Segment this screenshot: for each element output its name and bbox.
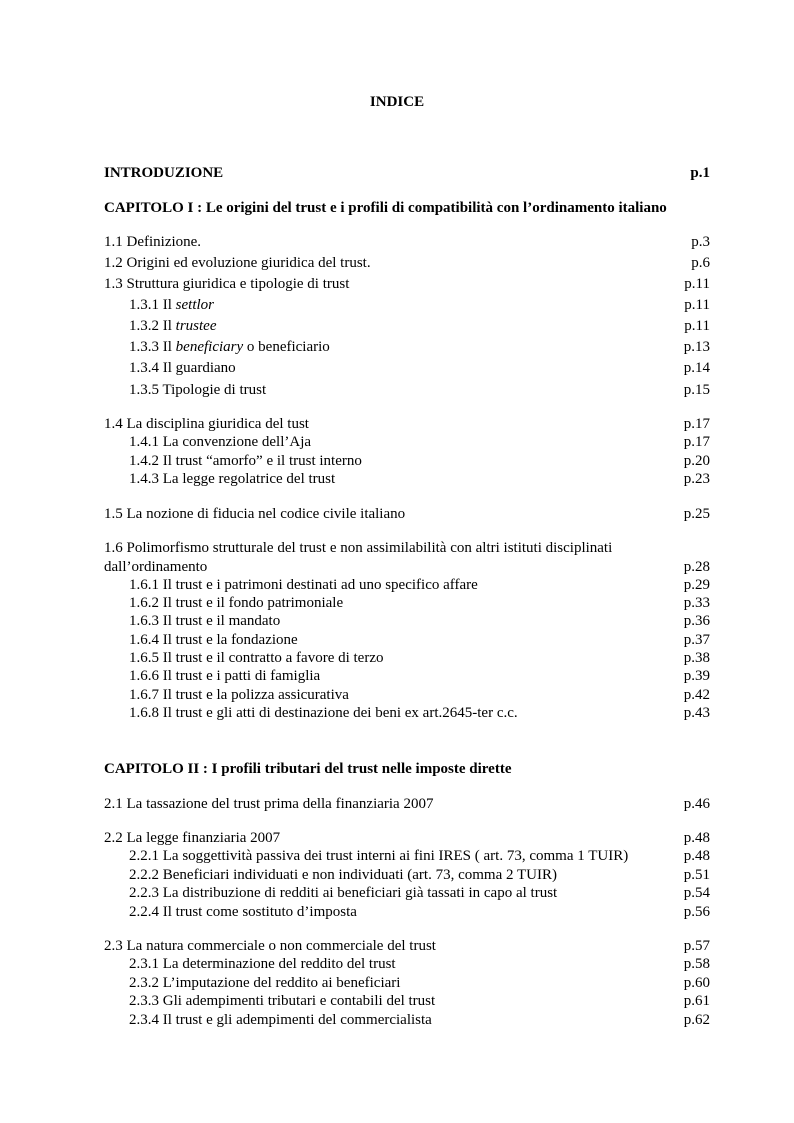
toc-entry-1-4-2[interactable] — [129, 452, 710, 471]
toc-page: p.46 — [683, 796, 710, 812]
toc-entry-2-2-1[interactable] — [129, 847, 710, 866]
toc-page: p.56 — [683, 904, 710, 920]
toc-page: p.20 — [683, 453, 710, 469]
toc-label: 1.1 Definizione. — [104, 234, 202, 250]
chapter-2-heading: CAPITOLO II : I profili tributari del trust nelle imposte dirette — [104, 761, 512, 777]
toc-page: p.33 — [683, 595, 710, 611]
toc-entry-1-6-5[interactable] — [129, 649, 710, 668]
toc-entry-1-6[interactable] — [104, 539, 710, 577]
toc-page: p.17 — [683, 434, 710, 450]
toc-label-prefix: 1.3.3 Il — [129, 339, 176, 355]
toc-page: p.13 — [683, 339, 710, 355]
toc-page: p.3 — [691, 234, 710, 250]
toc-page: p.39 — [683, 668, 710, 684]
toc-label: 2.2 La legge finanziaria 2007 — [104, 830, 281, 846]
toc-page: p.48 — [683, 848, 710, 864]
toc-page: p.1 — [690, 165, 710, 181]
toc-label: 2.2.3 La distribuzione di redditi ai beneficiari già tassati in capo al trust — [129, 885, 558, 901]
toc-label-suffix: o beneficiario — [243, 339, 330, 355]
toc-page: p.61 — [683, 993, 710, 1009]
toc-page: p.23 — [683, 471, 710, 487]
toc-label: 1.6.6 Il trust e i patti di famiglia — [129, 668, 321, 684]
toc-label: 2.2.4 Il trust come sostituto d’imposta — [129, 904, 357, 920]
toc-entry-1-4-3[interactable] — [129, 470, 710, 489]
toc-page: p.29 — [683, 577, 710, 593]
toc-entry-1-3-3[interactable] — [129, 338, 710, 357]
toc-page: p.57 — [683, 938, 710, 954]
toc-label: 1.6.2 Il trust e il fondo patrimoniale — [129, 595, 344, 611]
toc-entry-1-6-4[interactable] — [129, 631, 710, 650]
toc-label: 2.1 La tassazione del trust prima della finanziaria 2007 — [104, 796, 434, 812]
toc-label — [129, 317, 217, 336]
toc-label: 2.3.1 La determinazione del reddito del trust — [129, 956, 396, 972]
toc-label: 2.3.2 L’imputazione del reddito ai beneficiari — [129, 975, 401, 991]
toc-label: 2.3.4 Il trust e gli adempimenti del commercialista — [129, 1012, 432, 1028]
toc-label: 1.5 La nozione di fiducia nel codice civile italiano — [104, 506, 406, 522]
toc-label-prefix: 1.3.1 Il — [129, 297, 176, 313]
toc-page: p.43 — [683, 705, 710, 721]
toc-label: dall’ordinamento — [104, 559, 208, 575]
chapter-1-heading: CAPITOLO I : Le origini del trust e i profili di compatibilità con l’ordinamento italiano — [104, 200, 667, 216]
toc-page: p.15 — [683, 382, 710, 398]
toc-label: 2.2.1 La soggettività passiva dei trust interni ai fini IRES ( art. 73, comma 1 TUIR) — [129, 848, 629, 864]
toc-label: 1.6 Polimorfismo strutturale del trust e non assimilabilità con altri istituti disciplinati — [104, 540, 613, 556]
toc-entry-1-6-2[interactable] — [129, 594, 710, 613]
toc-entry-1-4-1[interactable] — [129, 433, 710, 452]
toc-label-term: beneficiary — [175, 339, 244, 355]
toc-entry-1-2[interactable] — [104, 254, 710, 273]
toc-entry-1-6-6[interactable] — [129, 667, 710, 686]
toc-entry-2-3-4[interactable] — [129, 1011, 710, 1030]
toc-label: 2.3 La natura commerciale o non commerciale del trust — [104, 938, 436, 954]
toc-entry-2-2[interactable] — [104, 829, 710, 848]
toc-entry-1-3-4[interactable] — [129, 359, 710, 378]
toc-entry-1-5[interactable] — [104, 505, 710, 524]
toc-entry-1-6-7[interactable] — [129, 686, 710, 705]
toc-page: p.11 — [684, 276, 710, 292]
toc-label: 2.2.2 Beneficiari individuati e non individuati (art. 73, comma 2 TUIR) — [129, 867, 557, 883]
toc-entry-2-2-3[interactable] — [129, 884, 710, 903]
toc-page: p.28 — [683, 559, 710, 575]
toc-entry-2-3[interactable] — [104, 937, 710, 956]
toc-entry-1-3-1[interactable] — [129, 296, 710, 315]
toc-label: 1.6.8 Il trust e gli atti di destinazione dei beni ex art.2645-ter c.c. — [129, 705, 518, 721]
toc-page: p.60 — [683, 975, 710, 991]
toc-entry-2-3-1[interactable] — [129, 955, 710, 974]
toc-label-term: trustee — [175, 318, 217, 334]
toc-label: 1.2 Origini ed evoluzione giuridica del trust. — [104, 255, 371, 271]
toc-page: p.58 — [683, 956, 710, 972]
toc-entry-2-1[interactable] — [104, 795, 710, 814]
toc-entry-1-3-5[interactable] — [129, 381, 710, 400]
toc-page: p.48 — [683, 830, 710, 846]
toc-page: p.36 — [683, 613, 710, 629]
toc-page: p.11 — [684, 318, 710, 334]
toc-label-term: settlor — [175, 297, 215, 313]
toc-label: 1.3 Struttura giuridica e tipologie di trust — [104, 276, 350, 292]
toc-label: 1.4 La disciplina giuridica del tust — [104, 416, 309, 432]
toc-page: p.17 — [683, 416, 710, 432]
toc-entry-2-2-2[interactable] — [129, 866, 710, 885]
page-title: INDICE — [369, 94, 425, 110]
toc-label: 1.6.5 Il trust e il contratto a favore di terzo — [129, 650, 384, 666]
toc-label: 1.6.1 Il trust e i patrimoni destinati ad uno specifico affare — [129, 577, 478, 593]
toc-label: 1.6.4 Il trust e la fondazione — [129, 632, 298, 648]
toc-label: 1.4.1 La convenzione dell’Aja — [129, 434, 312, 450]
toc-entry-1-6-3[interactable] — [129, 612, 710, 631]
toc-page: p.62 — [683, 1012, 710, 1028]
toc-entry-2-3-2[interactable] — [129, 974, 710, 993]
toc-page: p.14 — [683, 360, 710, 376]
toc-label-prefix: 1.3.2 Il — [129, 318, 176, 334]
toc-entry-1-1[interactable] — [104, 233, 710, 252]
toc-label: 1.3.4 Il guardiano — [129, 360, 236, 376]
toc-label — [129, 338, 330, 357]
toc-page: p.25 — [683, 506, 710, 522]
toc-label: 1.4.2 Il trust “amorfo” e il trust interno — [129, 453, 362, 469]
toc-page: p.37 — [683, 632, 710, 648]
toc-entry-1-3-2[interactable] — [129, 317, 710, 336]
toc-entry-1-6-8[interactable] — [129, 704, 710, 723]
toc-entry-1-6-1[interactable] — [129, 576, 710, 595]
toc-page: p.51 — [683, 867, 710, 883]
toc-page: p.11 — [684, 297, 710, 313]
toc-entry-1-3[interactable] — [104, 275, 710, 294]
toc-entry-1-4[interactable] — [104, 415, 710, 434]
toc-label: 2.3.3 Gli adempimenti tributari e contabili del trust — [129, 993, 436, 1009]
toc-entry-introduzione[interactable] — [104, 164, 710, 183]
toc-label-line — [104, 539, 710, 558]
toc-label: 1.6.7 Il trust e la polizza assicurativa — [129, 687, 349, 703]
toc-page: p.54 — [683, 885, 710, 901]
toc-page: p.42 — [683, 687, 710, 703]
toc-entry-2-2-4[interactable] — [129, 903, 710, 922]
toc-page: p.38 — [683, 650, 710, 666]
toc-page: p.6 — [691, 255, 710, 271]
toc-label — [129, 296, 214, 315]
toc-label: 1.3.5 Tipologie di trust — [129, 382, 267, 398]
toc-label-line — [104, 558, 710, 577]
toc-label: 1.6.3 Il trust e il mandato — [129, 613, 281, 629]
toc-entry-2-3-3[interactable] — [129, 992, 710, 1011]
toc-label: INTRODUZIONE — [104, 165, 224, 181]
toc-label: 1.4.3 La legge regolatrice del trust — [129, 471, 336, 487]
